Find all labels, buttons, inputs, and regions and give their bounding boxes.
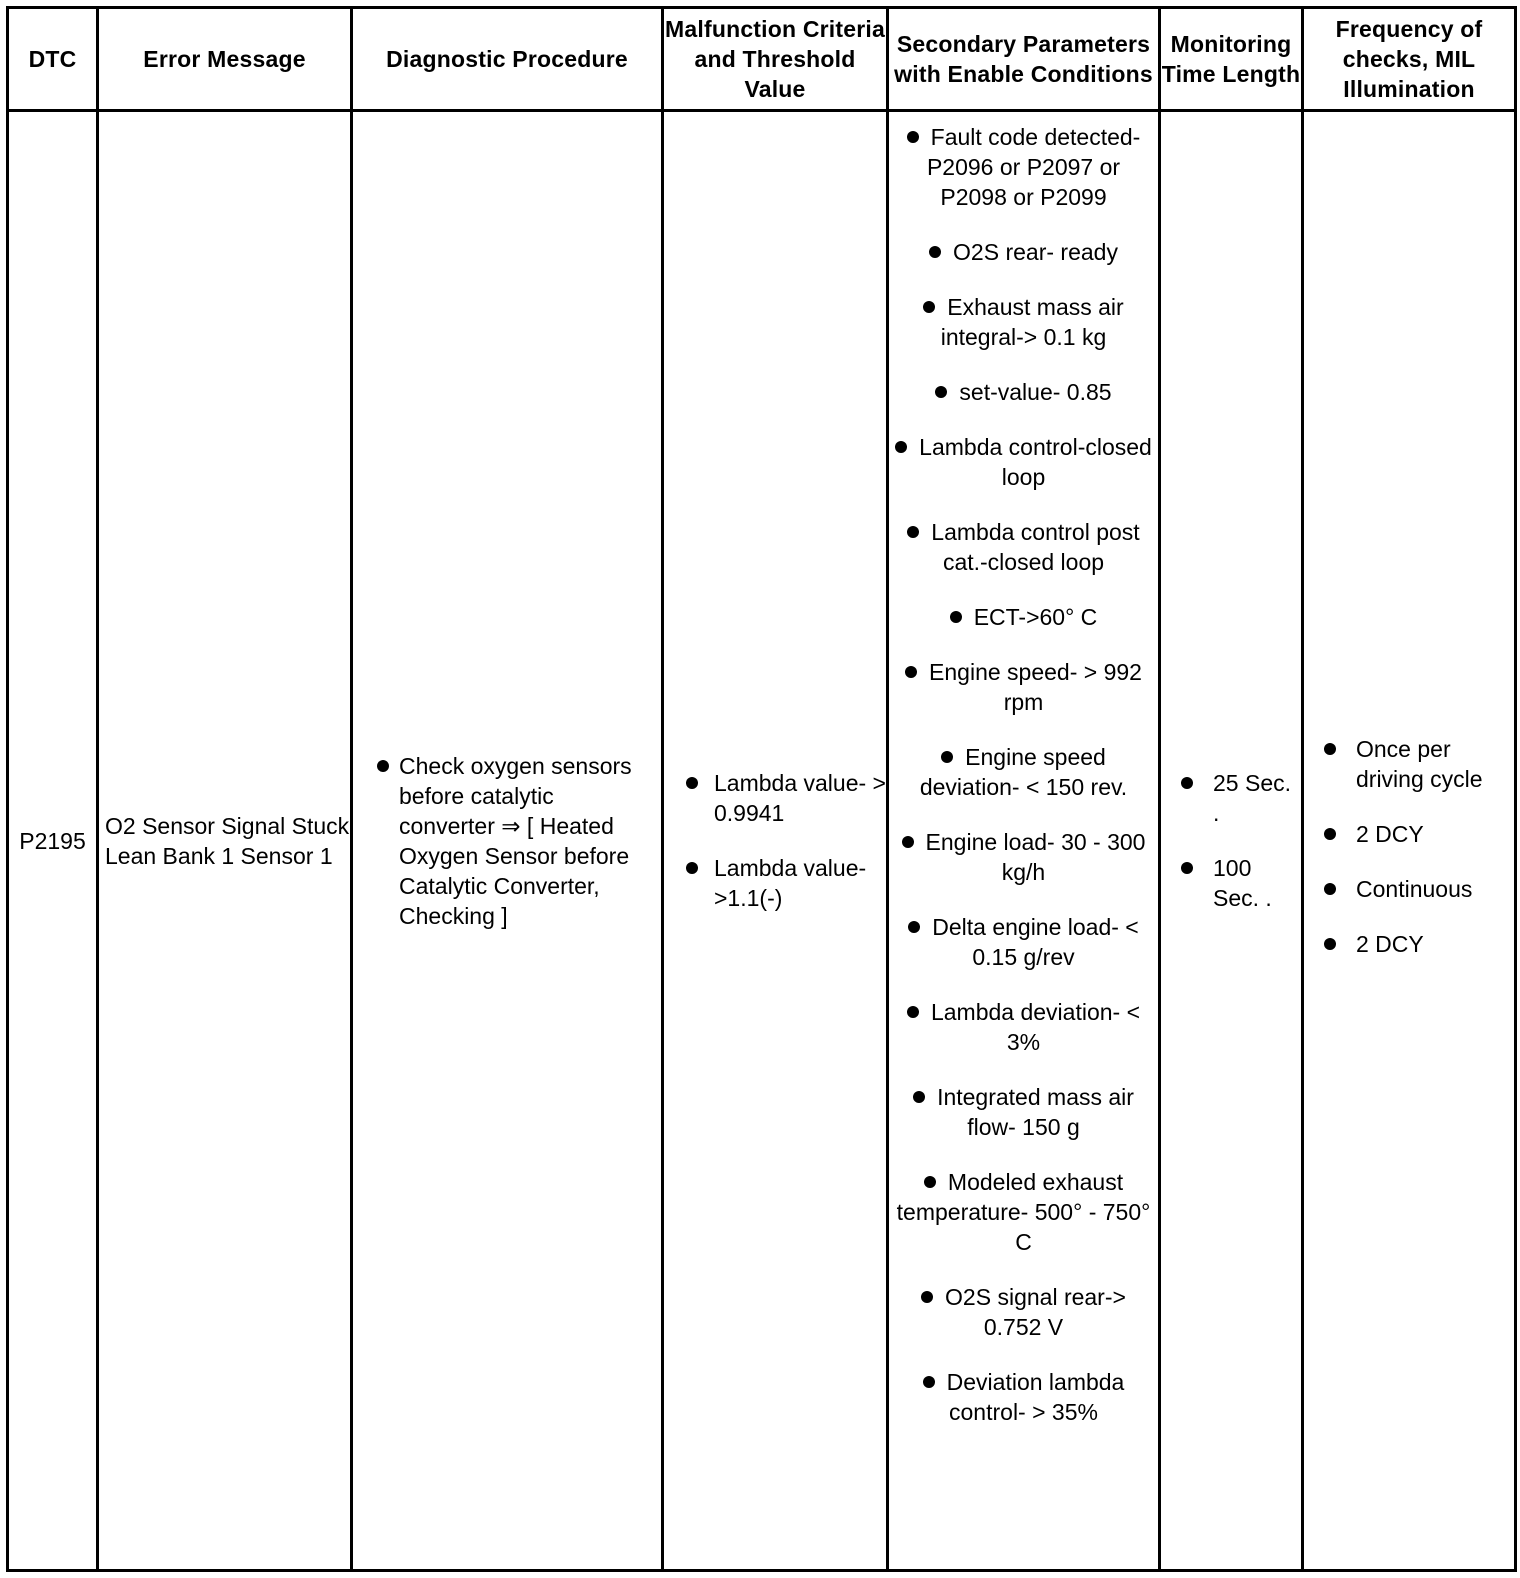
table-row [8,111,1516,1571]
list-item: O2S rear- ready [889,237,1158,267]
list-item: 2 DCY [1304,819,1514,849]
malfunction-criteria-cell [663,111,888,1571]
list-item: Exhaust mass air integral-> 0.1 kg [889,292,1158,352]
list-item: Lambda value- > 0.9941 [664,768,886,828]
frequency-cell [1303,111,1516,1571]
header-frequency: Frequency of checks, MIL Illumination [1303,8,1516,111]
header-diagnostic-procedure: Diagnostic Procedure [352,8,663,111]
list-item: 25 Sec. . [1161,768,1301,828]
list-item: Lambda deviation- < 3% [889,997,1158,1057]
list-item: Fault code detected- P2096 or P2097 or P2098 or P2099 [889,122,1158,212]
list-item: Once per driving cycle [1304,734,1514,794]
error-message-text: O2 Sensor Signal Stuck Lean Bank 1 Sensor 1 [105,812,350,869]
list-item: Lambda control-closed loop [889,432,1158,492]
list-item: Deviation lambda control- > 35% [889,1367,1158,1427]
header-error-message: Error Message [98,8,352,111]
list-item: Engine speed- > 992 rpm [889,657,1158,717]
list-item: 2 DCY [1304,929,1514,959]
secondary-parameters-list [889,122,1158,1427]
list-item: Continuous [1304,874,1514,904]
list-item: 100 Sec. . [1161,853,1301,913]
list-item: Check oxygen sensors before catalytic converter ⇒ [ Heated Oxygen Sensor before Catalytic Converter, Checking ] [353,751,653,931]
header-dtc: DTC [8,8,98,111]
header-monitoring-time: Monitoring Time Length [1160,8,1303,111]
malfunction-criteria-list [664,768,886,913]
list-item: O2S signal rear-> 0.752 V [889,1282,1158,1342]
error-message-cell [98,111,352,1571]
diagnostic-procedure-list [353,751,661,931]
list-item: Engine speed deviation- < 150 rev. [889,742,1158,802]
list-item: Engine load- 30 - 300 kg/h [889,827,1158,887]
diagnostic-procedure-cell [352,111,663,1571]
monitoring-time-list [1161,768,1301,913]
list-item: Delta engine load- < 0.15 g/rev [889,912,1158,972]
dtc-code: P2195 [19,827,86,854]
list-item: Integrated mass air flow- 150 g [889,1082,1158,1142]
list-item: ECT->60° C [889,602,1158,632]
header-secondary-parameters: Secondary Parameters with Enable Conditions [888,8,1160,111]
secondary-parameters-cell [888,111,1160,1571]
list-item: Modeled exhaust temperature- 500° - 750° C [889,1167,1158,1257]
header-row [8,8,1516,111]
monitoring-time-cell [1160,111,1303,1571]
list-item: Lambda control post cat.-closed loop [889,517,1158,577]
frequency-list [1304,734,1514,959]
list-item: set-value- 0.85 [889,377,1158,407]
dtc-cell [8,111,98,1571]
dtc-table [6,6,1517,1572]
list-item: Lambda value->1.1(-) [664,853,886,913]
header-malfunction-criteria: Malfunction Criteria and Threshold Value [663,8,888,111]
